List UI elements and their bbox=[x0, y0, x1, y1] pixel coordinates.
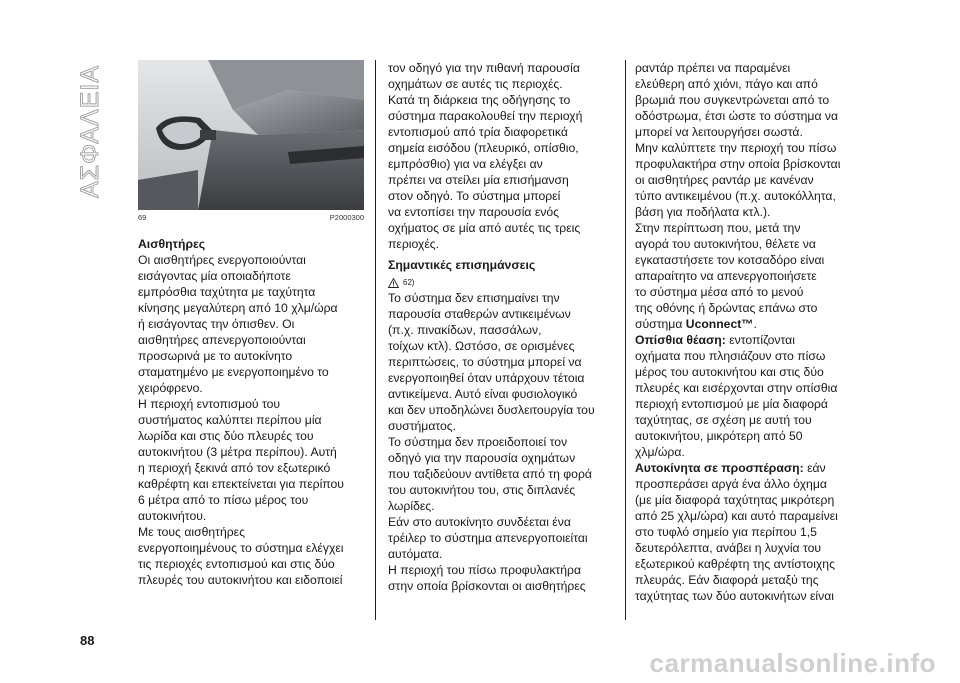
text-line: τοίχων κτλ). Ωστόσο, σε ορισμένες bbox=[388, 339, 575, 353]
text-line: στον οδηγό. Το σύστημα μπορεί bbox=[388, 189, 561, 203]
text-line: Η περιοχή εντοπισμού του bbox=[138, 397, 281, 411]
column-2-body-b bbox=[388, 290, 620, 594]
text-line: οδηγό για την παρουσία οχημάτων bbox=[388, 451, 576, 465]
text-line: Εάν στο αυτοκίνητο συνδέεται ένα bbox=[388, 515, 571, 529]
text-line: η περιοχή ξεκινά από τον εξωτερικό bbox=[138, 461, 331, 475]
text-line: αισθητήρες απενεργοποιούνται bbox=[138, 333, 306, 347]
text-line: τρέιλερ το σύστημα απενεργοποιείται bbox=[388, 531, 588, 545]
text-line: κίνησης μεγαλύτερη από 10 χλμ/ώρα bbox=[138, 301, 338, 315]
text-line: από 25 χλμ/ώρα) και αυτό παραμείνει bbox=[635, 509, 838, 523]
text-line: βρωμιά που συγκεντρώνεται από το bbox=[635, 93, 830, 107]
text-line: περιοχή εντοπισμού με μία διαφορά bbox=[635, 397, 828, 411]
text-line: εντοπισμού από τρία διαφορετικά bbox=[388, 125, 568, 139]
overtaking-body bbox=[635, 476, 875, 604]
text-line: πλευρές του αυτοκινήτου και ειδοποιεί bbox=[138, 573, 343, 587]
warning-triangle-icon bbox=[388, 278, 399, 288]
text-line: συστήματος. bbox=[388, 419, 457, 433]
text-line: Στην περίπτωση που, μετά την bbox=[635, 221, 801, 235]
overtaking-first-line bbox=[635, 460, 875, 476]
text-line: περιπτώσεις, το σύστημα μπορεί να bbox=[388, 355, 582, 369]
warning-reference bbox=[388, 276, 620, 290]
text-line: λωρίδα και στις δύο πλευρές του bbox=[138, 429, 314, 443]
text-line: Οι αισθητήρες ενεργοποιούνται bbox=[138, 253, 306, 267]
overtaking-first-text: εάν bbox=[803, 461, 826, 475]
text-line: 6 μέτρα από το πίσω μέρος του bbox=[138, 493, 309, 507]
heading-important-notes: Σημαντικές επισημάνσεις bbox=[388, 258, 536, 272]
text-line: ραντάρ πρέπει να παραμένει bbox=[635, 61, 791, 75]
text-line: οχήματος σε μία από αυτές τις τρεις bbox=[388, 221, 581, 235]
text-line: ελεύθερη από χιόνι, πάγο και από bbox=[635, 77, 818, 91]
text-line: καθρέφτη και επεκτείνεται για περίπου bbox=[138, 477, 344, 491]
uconnect-suffix: . bbox=[753, 317, 757, 331]
text-line: ταχύτητας, σε σχέση με αυτή του bbox=[635, 413, 812, 427]
figure-number: 69 bbox=[138, 213, 147, 222]
text-line: ενεργοποιηθεί όταν υπάρχουν τέτοια bbox=[388, 371, 585, 385]
text-line: το σύστημα μέσα από το μενού bbox=[635, 285, 804, 299]
text-line: Με τους αισθητήρες bbox=[138, 525, 245, 539]
text-line: παρουσία σταθερών αντικειμένων bbox=[388, 307, 571, 321]
text-line: του αυτοκινήτου του, στις διπλανές bbox=[388, 483, 576, 497]
rear-view-label: Οπίσθια θέαση: bbox=[635, 333, 726, 347]
rear-view-first-line bbox=[635, 332, 875, 348]
text-line: πλευρές και εισέρχονται στην οπίσθια bbox=[635, 381, 838, 395]
text-line: αυτοκινήτου. bbox=[138, 509, 207, 523]
figure-image bbox=[138, 60, 364, 210]
rear-view-body bbox=[635, 348, 875, 460]
column-2 bbox=[388, 60, 620, 594]
text-line: περιοχές. bbox=[388, 237, 440, 251]
column-3 bbox=[635, 60, 875, 604]
text-line: πλευράς. Εάν διαφορά μεταξύ της bbox=[635, 573, 819, 587]
text-line: ή εισάγοντας την όπισθεν. Οι bbox=[138, 317, 295, 331]
text-line: (με μία διαφορά ταχύτητας μικρότερη bbox=[635, 493, 835, 507]
uconnect-line bbox=[635, 316, 875, 332]
car-mirror-illustration bbox=[138, 60, 364, 210]
text-line: αντικείμενα. Αυτό είναι φυσιολογικό bbox=[388, 387, 578, 401]
text-line: Η περιοχή του πίσω προφυλακτήρα bbox=[388, 563, 581, 577]
text-line: οχημάτων σε αυτές τις περιοχές. bbox=[388, 77, 563, 91]
section-label bbox=[68, 40, 108, 200]
text-line: πρέπει να στείλει μία επισήμανση bbox=[388, 173, 569, 187]
text-line: αυτοκινήτου, μικρότερη από 50 bbox=[635, 429, 803, 443]
figure-code: P2000300 bbox=[329, 213, 364, 222]
section-label-text: ΑΣΦΑΛΕΙΑ bbox=[76, 64, 104, 198]
heading-sensors: Αισθητήρες bbox=[138, 237, 206, 251]
watermark: carmanualsonline.info bbox=[649, 648, 936, 678]
text-line: εξωτερικού καθρέφτη της αντίστοιχης bbox=[635, 557, 835, 571]
text-line: Το σύστημα δεν επισημαίνει την bbox=[388, 291, 560, 305]
column-1-body bbox=[138, 252, 370, 588]
text-line: που ταξιδεύουν αντίθετα από τη φορά bbox=[388, 467, 592, 481]
uconnect-prefix: σύστημα bbox=[635, 317, 686, 331]
text-line: χειρόφρενο. bbox=[138, 381, 203, 395]
text-line: μέρος του αυτοκινήτου και στις δύο bbox=[635, 365, 824, 379]
text-line: χλμ/ώρα. bbox=[635, 445, 685, 459]
column-divider-2 bbox=[625, 60, 626, 620]
text-line: εγκαταστήσετε τον κοτσαδόρο είναι bbox=[635, 253, 825, 267]
text-line: Κατά τη διάρκεια της οδήγησης το bbox=[388, 93, 571, 107]
text-line: σταματημένο με ενεργοποιημένο το bbox=[138, 365, 329, 379]
text-line: στην οποία βρίσκονται οι αισθητήρες bbox=[388, 579, 586, 593]
text-line: της οθόνης ή δρώντας επάνω στο bbox=[635, 301, 818, 315]
text-line: τύπο αντικειμένου (π.χ. αυτοκόλλητα, bbox=[635, 189, 836, 203]
text-line: Μην καλύπτετε την περιοχή του πίσω bbox=[635, 141, 837, 155]
text-line: εμπρόσθια ταχύτητα με ταχύτητα bbox=[138, 285, 316, 299]
text-line: σύστημα παρακολουθεί την περιοχή bbox=[388, 109, 583, 123]
text-line: προσπεράσει αργά ένα άλλο όχημα bbox=[635, 477, 827, 491]
text-line: απαραίτητο να απενεργοποιήσετε bbox=[635, 269, 817, 283]
column-2-body-a bbox=[388, 60, 620, 252]
text-line: σημεία εισόδου (πλευρικό, οπίσθιο, bbox=[388, 141, 579, 155]
text-line: αυτοκινήτου (3 μέτρα περίπου). Αυτή bbox=[138, 445, 337, 459]
page-number: 88 bbox=[80, 633, 95, 648]
text-line: και δεν υποδηλώνει δυσλειτουργία του bbox=[388, 403, 595, 417]
text-line: λωρίδες. bbox=[388, 499, 435, 513]
text-line: προσωρινά με το αυτοκίνητο bbox=[138, 349, 293, 363]
column-1 bbox=[138, 236, 370, 588]
text-line: Το σύστημα δεν προειδοποιεί τον bbox=[388, 435, 568, 449]
text-line: βάση για ποδήλατα κτλ.). bbox=[635, 205, 771, 219]
warning-ref-text: 62) bbox=[403, 278, 415, 287]
text-line: οχήματα που πλησιάζουν στο πίσω bbox=[635, 349, 826, 363]
text-line: εμπρόσθιο) για να ελέγξει αν bbox=[388, 157, 543, 171]
text-line: ενεργοποιημένους το σύστημα ελέγχει bbox=[138, 541, 344, 555]
text-line: οι αισθητήρες ραντάρ με κανέναν bbox=[635, 173, 814, 187]
overtaking-label: Αυτοκίνητα σε προσπέραση: bbox=[635, 461, 804, 475]
column-divider-1 bbox=[375, 60, 376, 620]
text-line: οδόστρωμα, έτσι ώστε το σύστημα να bbox=[635, 109, 839, 123]
uconnect-name: Uconnect™ bbox=[685, 317, 754, 331]
text-line: (π.χ. πινακίδων, πασσάλων, bbox=[388, 323, 542, 337]
text-line: τον οδηγό για την πιθανή παρουσία bbox=[388, 61, 580, 75]
text-line: προφυλακτήρα στην οποία βρίσκονται bbox=[635, 157, 841, 171]
text-line: μπορεί να λειτουργήσει σωστά. bbox=[635, 125, 803, 139]
text-line: αυτόματα. bbox=[388, 547, 443, 561]
text-line: εισάγοντας μία οποιαδήποτε bbox=[138, 269, 291, 283]
text-line: στο τυφλό σημείο για περίπου 1,5 bbox=[635, 525, 817, 539]
column-3-body-a bbox=[635, 60, 875, 316]
text-line: ταχύτητας των δύο αυτοκινήτων είναι bbox=[635, 589, 834, 603]
rear-view-first-text: εντοπίζονται bbox=[725, 333, 795, 347]
text-line: να εντοπίσει την παρουσία ενός bbox=[388, 205, 560, 219]
text-line: τις περιοχές εντοπισμού και στις δύο bbox=[138, 557, 335, 571]
text-line: δευτερόλεπτα, ανάβει η λυχνία του bbox=[635, 541, 822, 555]
text-line: αγορά του αυτοκινήτου, θέλετε να bbox=[635, 237, 816, 251]
text-line: συστήματος καλύπτει περίπου μία bbox=[138, 413, 322, 427]
